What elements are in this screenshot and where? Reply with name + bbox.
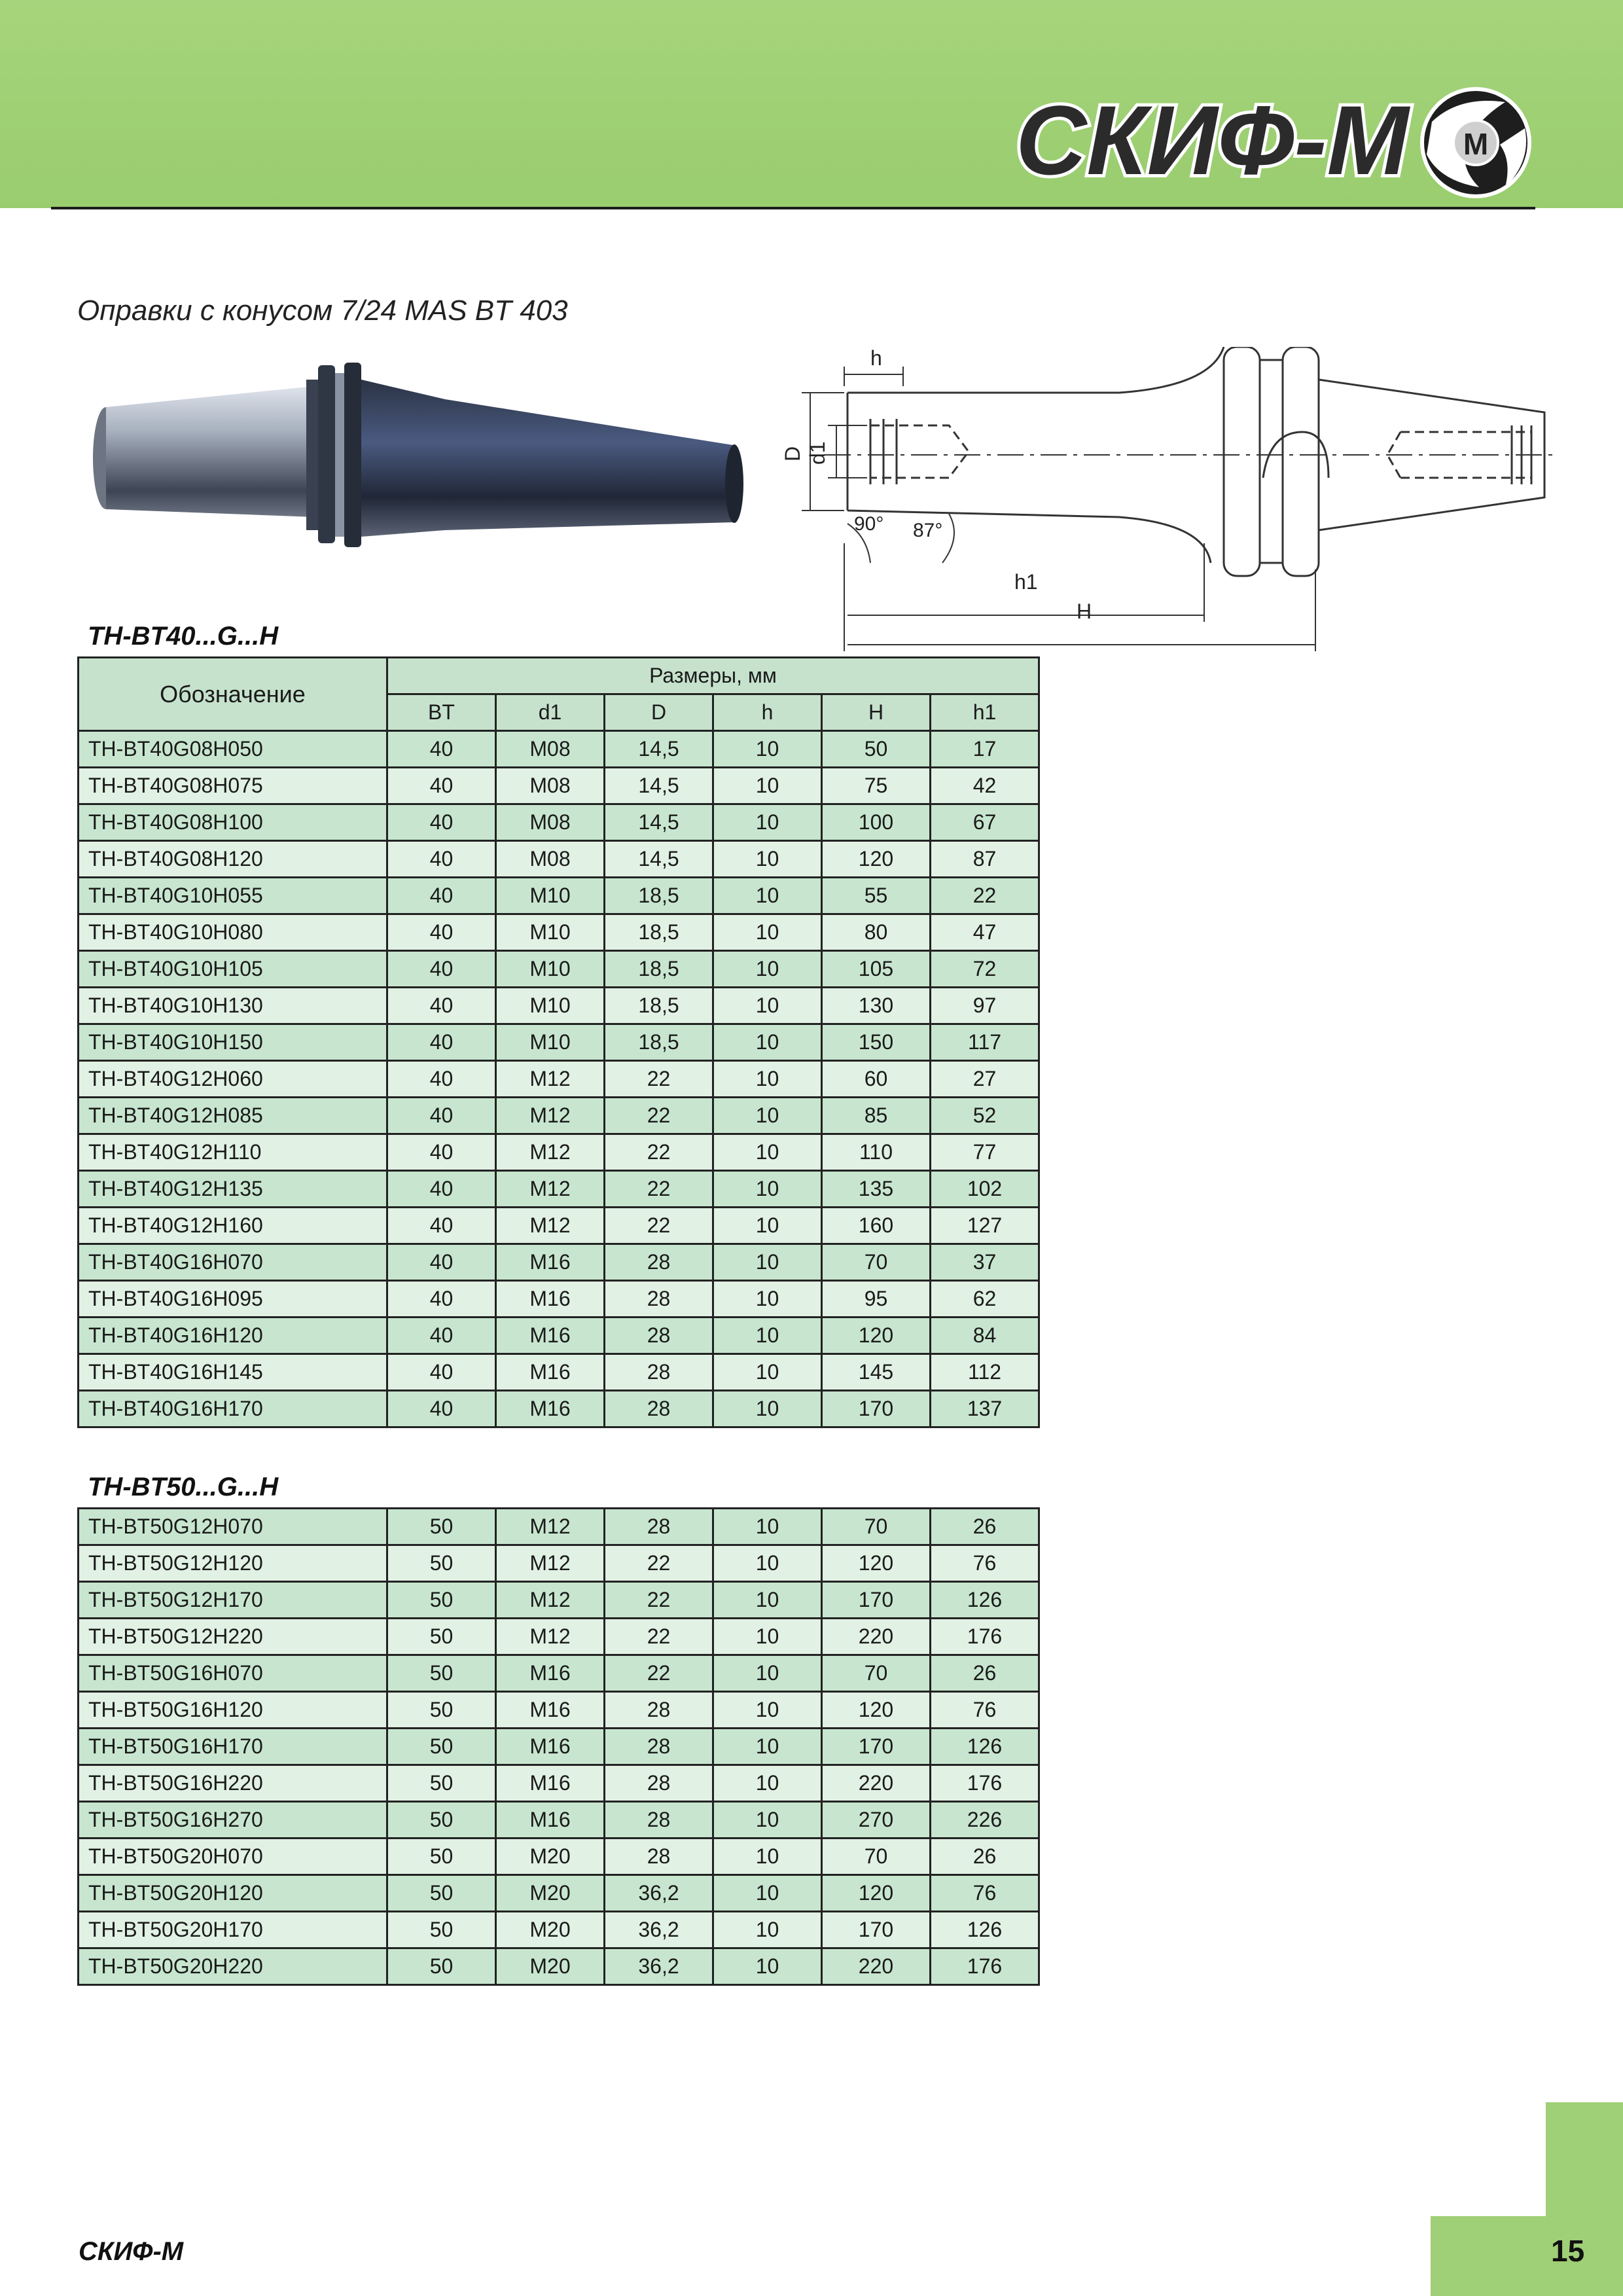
cell-value: 120 [822, 1318, 931, 1354]
technical-drawing [753, 347, 1558, 655]
cell-designation: TH-BT40G16H120 [79, 1318, 387, 1354]
logo-badge-icon [1422, 89, 1529, 196]
cell-value: 28 [605, 1391, 713, 1427]
cell-value: 52 [931, 1098, 1039, 1134]
cell-value: 18,5 [605, 914, 713, 951]
cell-value: 145 [822, 1354, 931, 1391]
cell-value: 27 [931, 1061, 1039, 1098]
table-row [79, 1244, 1039, 1281]
cell-designation: TH-BT50G16H070 [79, 1655, 387, 1692]
cell-value: 18,5 [605, 951, 713, 988]
cell-value: M08 [496, 804, 605, 841]
cell-value: 226 [931, 1802, 1039, 1839]
cell-designation: TH-BT40G10H130 [79, 988, 387, 1024]
cell-value: 36,2 [605, 1875, 713, 1912]
table-row [79, 1061, 1039, 1098]
cell-value: 50 [387, 1912, 496, 1948]
dim-label-h: h [870, 347, 882, 370]
table-row [79, 1134, 1039, 1171]
table-row [79, 1281, 1039, 1318]
cell-value: 37 [931, 1244, 1039, 1281]
cell-value: 50 [387, 1765, 496, 1802]
cell-value: 28 [605, 1281, 713, 1318]
cell-value: 105 [822, 951, 931, 988]
cell-value: 10 [713, 1839, 822, 1875]
cell-value: 10 [713, 804, 822, 841]
cell-value: 22 [605, 1619, 713, 1655]
cell-value: 102 [931, 1171, 1039, 1208]
column-header-d1: d1 [496, 694, 605, 731]
table-row [79, 878, 1039, 914]
cell-value: M20 [496, 1912, 605, 1948]
table-row [79, 1802, 1039, 1839]
cell-designation: TH-BT40G12H085 [79, 1098, 387, 1134]
cell-value: 28 [605, 1244, 713, 1281]
cell-value: 10 [713, 1134, 822, 1171]
cell-value: 18,5 [605, 878, 713, 914]
cell-value: M08 [496, 731, 605, 768]
cell-value: 14,5 [605, 804, 713, 841]
cell-value: 28 [605, 1318, 713, 1354]
cell-value: 10 [713, 1802, 822, 1839]
table-row [79, 768, 1039, 804]
cell-designation: TH-BT50G16H170 [79, 1729, 387, 1765]
cell-value: 10 [713, 1354, 822, 1391]
dim-label-angle-87: 87° [913, 520, 943, 541]
cell-value: 40 [387, 1281, 496, 1318]
cell-designation: TH-BT40G16H095 [79, 1281, 387, 1318]
cell-value: M12 [496, 1098, 605, 1134]
cell-value: 70 [822, 1839, 931, 1875]
cell-value: M10 [496, 951, 605, 988]
cell-value: 40 [387, 1208, 496, 1244]
cell-designation: TH-BT40G12H060 [79, 1061, 387, 1098]
cell-value: 10 [713, 1391, 822, 1427]
cell-value: 10 [713, 988, 822, 1024]
cell-value: 36,2 [605, 1912, 713, 1948]
cell-designation: TH-BT50G20H170 [79, 1912, 387, 1948]
cell-value: 176 [931, 1948, 1039, 1985]
table-row [79, 1354, 1039, 1391]
cell-value: 10 [713, 1318, 822, 1354]
cell-value: M08 [496, 841, 605, 878]
cell-value: 220 [822, 1948, 931, 1985]
logo-text: СКИФ-М [1016, 85, 1409, 195]
cell-value: 26 [931, 1839, 1039, 1875]
cell-value: 22 [931, 878, 1039, 914]
cell-value: 50 [387, 1802, 496, 1839]
cell-designation: TH-BT40G08H075 [79, 768, 387, 804]
cell-value: M12 [496, 1134, 605, 1171]
cell-designation: TH-BT40G16H170 [79, 1391, 387, 1427]
table-row [79, 1912, 1039, 1948]
table-row [79, 1729, 1039, 1765]
cell-value: 76 [931, 1875, 1039, 1912]
cell-value: 117 [931, 1024, 1039, 1061]
cell-designation: TH-BT40G12H110 [79, 1134, 387, 1171]
cell-value: 18,5 [605, 988, 713, 1024]
cell-value: 76 [931, 1692, 1039, 1729]
table-row [79, 1545, 1039, 1582]
cell-value: 10 [713, 914, 822, 951]
cell-value: M16 [496, 1281, 605, 1318]
cell-value: 120 [822, 1545, 931, 1582]
cell-value: M12 [496, 1509, 605, 1545]
cell-value: M10 [496, 914, 605, 951]
cell-designation: TH-BT40G10H080 [79, 914, 387, 951]
cell-value: 22 [605, 1171, 713, 1208]
cell-value: 76 [931, 1545, 1039, 1582]
cell-value: 40 [387, 1171, 496, 1208]
cell-value: 17 [931, 731, 1039, 768]
table-row [79, 1318, 1039, 1354]
product-photo [92, 353, 746, 556]
cell-designation: TH-BT50G12H170 [79, 1582, 387, 1619]
cell-designation: TH-BT50G20H120 [79, 1875, 387, 1912]
cell-value: 170 [822, 1391, 931, 1427]
cell-value: 62 [931, 1281, 1039, 1318]
cell-designation: TH-BT50G20H070 [79, 1839, 387, 1875]
cell-value: 22 [605, 1061, 713, 1098]
table-row [79, 1171, 1039, 1208]
cell-designation: TH-BT50G12H120 [79, 1545, 387, 1582]
column-header-designation: Обозначение [79, 658, 387, 731]
cell-value: 137 [931, 1391, 1039, 1427]
cell-value: 85 [822, 1098, 931, 1134]
cell-value: M16 [496, 1692, 605, 1729]
cell-value: M16 [496, 1354, 605, 1391]
section-subtitle: Оправки с конусом 7/24 MAS BT 403 [77, 295, 568, 327]
cell-value: 40 [387, 878, 496, 914]
cell-value: 10 [713, 1619, 822, 1655]
dim-label-D: D [781, 446, 804, 461]
cell-value: 40 [387, 1024, 496, 1061]
cell-designation: TH-BT40G10H105 [79, 951, 387, 988]
table-row [79, 1098, 1039, 1134]
table-row [79, 1875, 1039, 1912]
cell-value: M16 [496, 1244, 605, 1281]
cell-designation: TH-BT40G12H160 [79, 1208, 387, 1244]
cell-value: 127 [931, 1208, 1039, 1244]
logo-badge-letter: М [1463, 127, 1489, 161]
cell-value: 26 [931, 1655, 1039, 1692]
cell-value: 40 [387, 731, 496, 768]
cell-value: 50 [387, 1875, 496, 1912]
cell-value: 22 [605, 1208, 713, 1244]
table-row [79, 1948, 1039, 1985]
column-header-h1: h1 [931, 694, 1039, 731]
cell-value: 28 [605, 1692, 713, 1729]
table-row [79, 1509, 1039, 1545]
cell-designation: TH-BT50G12H070 [79, 1509, 387, 1545]
header-divider [51, 207, 1535, 209]
cell-value: 70 [822, 1244, 931, 1281]
cell-value: 28 [605, 1802, 713, 1839]
cell-value: 22 [605, 1582, 713, 1619]
cell-value: 10 [713, 1509, 822, 1545]
cell-value: M10 [496, 1024, 605, 1061]
cell-value: 40 [387, 1244, 496, 1281]
table-row [79, 731, 1039, 768]
cell-value: 110 [822, 1134, 931, 1171]
cell-value: 50 [387, 1655, 496, 1692]
cell-value: M16 [496, 1729, 605, 1765]
dim-label-d1: d1 [806, 441, 829, 465]
cell-value: 50 [387, 1509, 496, 1545]
cell-value: M20 [496, 1875, 605, 1912]
cell-value: 84 [931, 1318, 1039, 1354]
cell-value: 40 [387, 914, 496, 951]
page-number: 15 [1551, 2234, 1585, 2268]
cell-value: M12 [496, 1545, 605, 1582]
cell-value: 10 [713, 1061, 822, 1098]
cell-value: 10 [713, 951, 822, 988]
cell-value: 22 [605, 1134, 713, 1171]
table-row [79, 841, 1039, 878]
table-row [79, 1391, 1039, 1427]
cell-value: 126 [931, 1912, 1039, 1948]
cell-value: 55 [822, 878, 931, 914]
spec-table-bt40 [77, 656, 1040, 1428]
cell-value: 36,2 [605, 1948, 713, 1985]
cell-designation: TH-BT50G16H120 [79, 1692, 387, 1729]
cell-value: 40 [387, 804, 496, 841]
cell-value: 40 [387, 841, 496, 878]
cell-designation: TH-BT40G10H055 [79, 878, 387, 914]
cell-value: 18,5 [605, 1024, 713, 1061]
cell-value: 10 [713, 1765, 822, 1802]
cell-value: M10 [496, 878, 605, 914]
table-row [79, 1582, 1039, 1619]
cell-value: 22 [605, 1098, 713, 1134]
cell-value: M16 [496, 1655, 605, 1692]
cell-value: 50 [387, 1948, 496, 1985]
cell-designation: TH-BT40G16H070 [79, 1244, 387, 1281]
cell-value: 50 [387, 1619, 496, 1655]
cell-value: 10 [713, 768, 822, 804]
cell-value: 160 [822, 1208, 931, 1244]
cell-designation: TH-BT40G12H135 [79, 1171, 387, 1208]
cell-value: M12 [496, 1171, 605, 1208]
dim-label-angle-90: 90° [854, 513, 884, 535]
cell-value: 28 [605, 1509, 713, 1545]
table-row [79, 1024, 1039, 1061]
cell-value: 40 [387, 1098, 496, 1134]
cell-value: 47 [931, 914, 1039, 951]
cell-value: 10 [713, 1171, 822, 1208]
cell-designation: TH-BT50G12H220 [79, 1619, 387, 1655]
cell-value: 50 [387, 1692, 496, 1729]
cell-value: 40 [387, 1318, 496, 1354]
cell-value: M12 [496, 1208, 605, 1244]
table-row [79, 1765, 1039, 1802]
cell-value: 40 [387, 988, 496, 1024]
cell-value: 170 [822, 1729, 931, 1765]
cell-value: 50 [387, 1545, 496, 1582]
spec-table-bt50 [77, 1507, 1040, 1986]
cell-value: 220 [822, 1619, 931, 1655]
cell-value: 120 [822, 841, 931, 878]
cell-value: 40 [387, 768, 496, 804]
cell-value: 135 [822, 1171, 931, 1208]
cell-value: M16 [496, 1765, 605, 1802]
cell-value: 14,5 [605, 731, 713, 768]
cell-designation: TH-BT40G10H150 [79, 1024, 387, 1061]
cell-value: 10 [713, 1655, 822, 1692]
cell-value: 87 [931, 841, 1039, 878]
cell-value: M16 [496, 1318, 605, 1354]
cell-designation: TH-BT40G16H145 [79, 1354, 387, 1391]
cell-value: 120 [822, 1875, 931, 1912]
cell-value: 28 [605, 1839, 713, 1875]
cell-designation: TH-BT40G08H100 [79, 804, 387, 841]
cell-value: 170 [822, 1912, 931, 1948]
column-header-h: h [713, 694, 822, 731]
cell-value: 220 [822, 1765, 931, 1802]
table-row [79, 1619, 1039, 1655]
cell-value: 10 [713, 1024, 822, 1061]
cell-value: M12 [496, 1061, 605, 1098]
cell-value: 10 [713, 1948, 822, 1985]
cell-value: 10 [713, 1912, 822, 1948]
cell-value: 14,5 [605, 841, 713, 878]
dim-label-h1: h1 [1014, 570, 1038, 594]
cell-value: 28 [605, 1729, 713, 1765]
cell-value: 26 [931, 1509, 1039, 1545]
cell-value: 10 [713, 1875, 822, 1912]
cell-value: 80 [822, 914, 931, 951]
cell-designation: TH-BT40G08H050 [79, 731, 387, 768]
cell-value: 100 [822, 804, 931, 841]
column-header-dimensions: Размеры, мм [387, 658, 1039, 694]
cell-value: M08 [496, 768, 605, 804]
cell-value: 176 [931, 1765, 1039, 1802]
cell-value: 10 [713, 1208, 822, 1244]
cell-value: 14,5 [605, 768, 713, 804]
table-row [79, 914, 1039, 951]
cell-value: 40 [387, 1354, 496, 1391]
cell-value: 126 [931, 1582, 1039, 1619]
cell-value: 70 [822, 1655, 931, 1692]
table-row [79, 988, 1039, 1024]
cell-value: 40 [387, 1134, 496, 1171]
footer-brand: СКИФ-М [79, 2237, 184, 2266]
cell-value: 50 [387, 1839, 496, 1875]
cell-value: 72 [931, 951, 1039, 988]
cell-value: 60 [822, 1061, 931, 1098]
cell-value: 28 [605, 1354, 713, 1391]
cell-value: 50 [387, 1582, 496, 1619]
cell-value: 77 [931, 1134, 1039, 1171]
cell-designation: TH-BT40G08H120 [79, 841, 387, 878]
cell-value: 22 [605, 1545, 713, 1582]
dim-label-H: H [1077, 600, 1092, 623]
cell-value: 40 [387, 951, 496, 988]
cell-value: 126 [931, 1729, 1039, 1765]
cell-value: 42 [931, 768, 1039, 804]
cell-designation: TH-BT50G16H220 [79, 1765, 387, 1802]
corner-block-wide [1431, 2216, 1623, 2296]
table-row [79, 1692, 1039, 1729]
cell-value: 170 [822, 1582, 931, 1619]
cell-value: M20 [496, 1839, 605, 1875]
cell-value: 176 [931, 1619, 1039, 1655]
series-title-bt50: TH-BT50...G...H [88, 1473, 279, 1501]
table-row [79, 951, 1039, 988]
cell-value: 75 [822, 768, 931, 804]
cell-value: 28 [605, 1765, 713, 1802]
table-row [79, 804, 1039, 841]
cell-value: 10 [713, 1098, 822, 1134]
cell-value: M16 [496, 1802, 605, 1839]
brand-logo [1008, 82, 1544, 200]
cell-value: 130 [822, 988, 931, 1024]
table-row [79, 1655, 1039, 1692]
cell-value: 10 [713, 878, 822, 914]
column-header-D: D [605, 694, 713, 731]
cell-value: M12 [496, 1619, 605, 1655]
series-title-bt40: TH-BT40...G...H [88, 622, 279, 651]
cell-value: 10 [713, 731, 822, 768]
cell-value: 10 [713, 1692, 822, 1729]
cell-value: M10 [496, 988, 605, 1024]
cell-value: 10 [713, 1729, 822, 1765]
cell-value: 40 [387, 1061, 496, 1098]
cell-value: 10 [713, 1281, 822, 1318]
cell-value: 112 [931, 1354, 1039, 1391]
table-row [79, 1839, 1039, 1875]
cell-value: 40 [387, 1391, 496, 1427]
cell-value: 50 [387, 1729, 496, 1765]
cell-value: 10 [713, 841, 822, 878]
cell-value: 10 [713, 1244, 822, 1281]
cell-value: 97 [931, 988, 1039, 1024]
cell-value: 67 [931, 804, 1039, 841]
cell-value: 270 [822, 1802, 931, 1839]
column-header-bt: BT [387, 694, 496, 731]
cell-value: M12 [496, 1582, 605, 1619]
column-header-H: H [822, 694, 931, 731]
cell-value: 150 [822, 1024, 931, 1061]
cell-value: M20 [496, 1948, 605, 1985]
cell-designation: TH-BT50G20H220 [79, 1948, 387, 1985]
cell-value: M16 [496, 1391, 605, 1427]
cell-value: 95 [822, 1281, 931, 1318]
cell-value: 50 [822, 731, 931, 768]
cell-value: 120 [822, 1692, 931, 1729]
cell-value: 70 [822, 1509, 931, 1545]
cell-value: 22 [605, 1655, 713, 1692]
cell-value: 10 [713, 1545, 822, 1582]
cell-value: 10 [713, 1582, 822, 1619]
table-row [79, 1208, 1039, 1244]
cell-designation: TH-BT50G16H270 [79, 1802, 387, 1839]
